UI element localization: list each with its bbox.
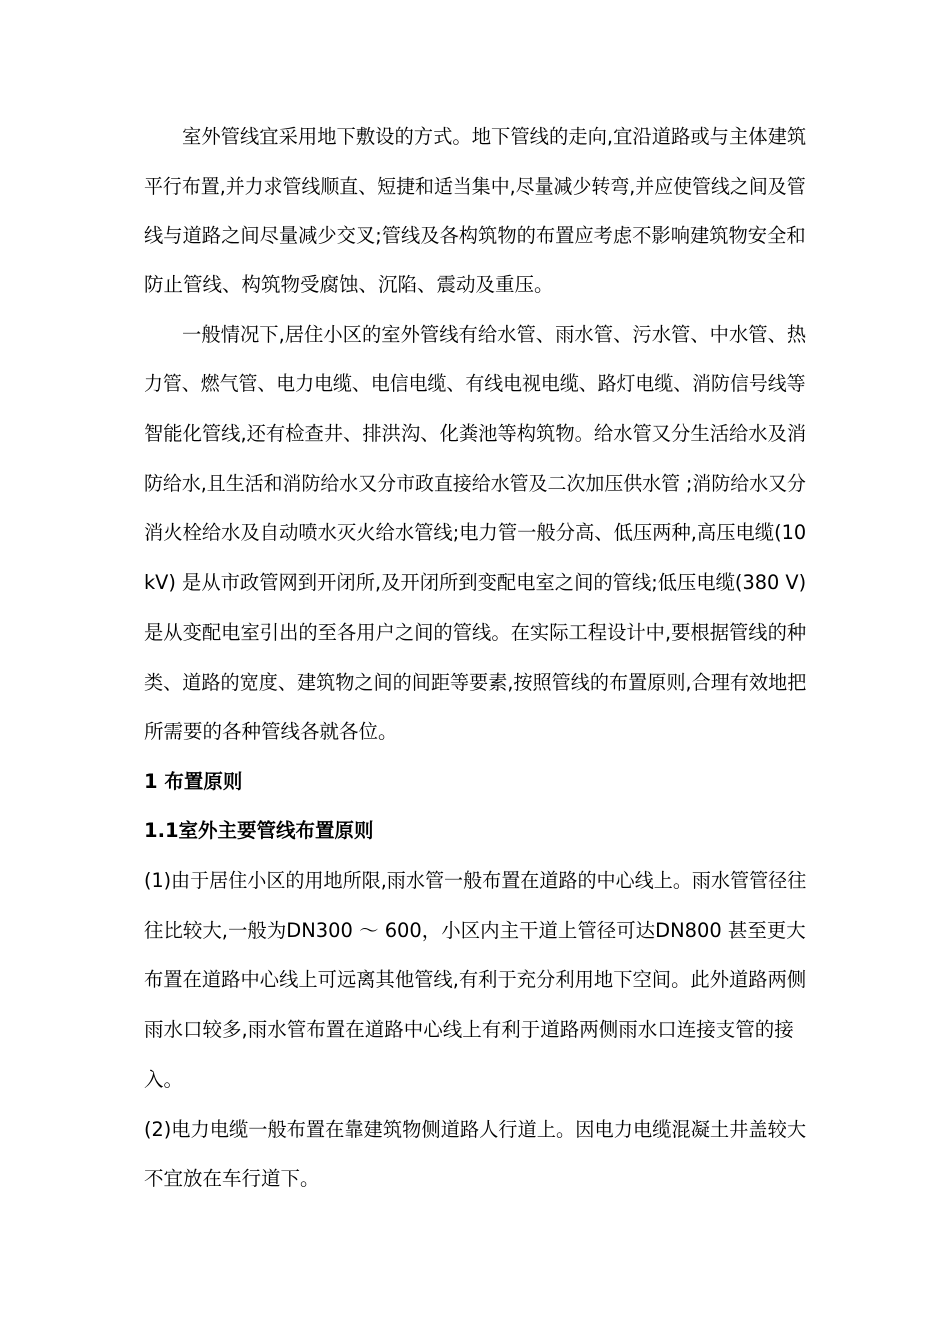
paragraph-2-line-8: 类、道路的宽度、建筑物之间的间距等要素,按照管线的布置原则,合理有效地把 <box>144 671 807 694</box>
paragraph-2-line-5: 消火栓给水及自动喷水灭火给水管线;电力管一般分高、低压两种,高压电缆(10 <box>144 521 807 544</box>
item-2-line-2: 不宜放在车行道下。 <box>144 1167 320 1190</box>
item-1-line-4: 雨水口较多,雨水管布置在道路中心线上有利于道路两侧雨水口连接支管的接 <box>144 1018 794 1041</box>
item-1-line-3: 布置在道路中心线上可远离其他管线,有利于充分利用地下空间。此外道路两侧 <box>144 968 807 991</box>
item-2-line-1: (2)电力电缆一般布置在靠建筑物侧道路人行道上。因电力电缆混凝土井盖较大 <box>144 1118 807 1141</box>
paragraph-2-line-9: 所需要的各种管线各就各位。 <box>144 720 398 743</box>
paragraph-2-line-1: 一般情况下,居住小区的室外管线有给水管、雨水管、污水管、中水管、热 <box>182 323 807 346</box>
section-heading: 1 布置原则 <box>144 770 243 793</box>
item-1-line-2: 往比较大,一般为DN300 ～ 600，小区内主干道上管径可达DN800 甚至更大 <box>144 919 806 942</box>
paragraph-1-line-3: 线与道路之间尽量减少交叉;管线及各构筑物的布置应考虑不影响建筑物安全和 <box>144 224 806 247</box>
paragraph-1-line-4: 防止管线、构筑物受腐蚀、沉陷、震动及重压。 <box>144 273 554 296</box>
paragraph-2-line-3: 智能化管线,还有检查井、排洪沟、化粪池等构筑物。给水管又分生活给水及消 <box>144 422 807 445</box>
paragraph-2-line-4: 防给水,且生活和消防给水又分市政直接给水管及二次加压供水管 ;消防给水又分 <box>144 472 806 495</box>
paragraph-1-line-1: 室外管线宜采用地下敷设的方式。地下管线的走向,宜沿道路或与主体建筑 <box>182 125 807 148</box>
item-1-line-5: 入。 <box>144 1068 184 1091</box>
paragraph-2-line-2: 力管、燃气管、电力电缆、电信电缆、有线电视电缆、路灯电缆、消防信号线等 <box>144 372 806 395</box>
paragraph-2-line-6: kV) 是从市政管网到开闭所,及开闭所到变配电室之间的管线;低压电缆(380 V) <box>144 571 807 594</box>
subsection-heading: 1.1室外主要管线布置原则 <box>144 819 374 842</box>
item-1-line-1: (1)由于居住小区的用地所限,雨水管一般布置在道路的中心线上。雨水管管径往 <box>144 869 807 892</box>
paragraph-1-line-2: 平行布置,并力求管线顺直、短捷和适当集中,尽量减少转弯,并应使管线之间及管 <box>144 175 806 198</box>
paragraph-2-line-7: 是从变配电室引出的至各用户之间的管线。在实际工程设计中,要根据管线的种 <box>144 621 807 644</box>
